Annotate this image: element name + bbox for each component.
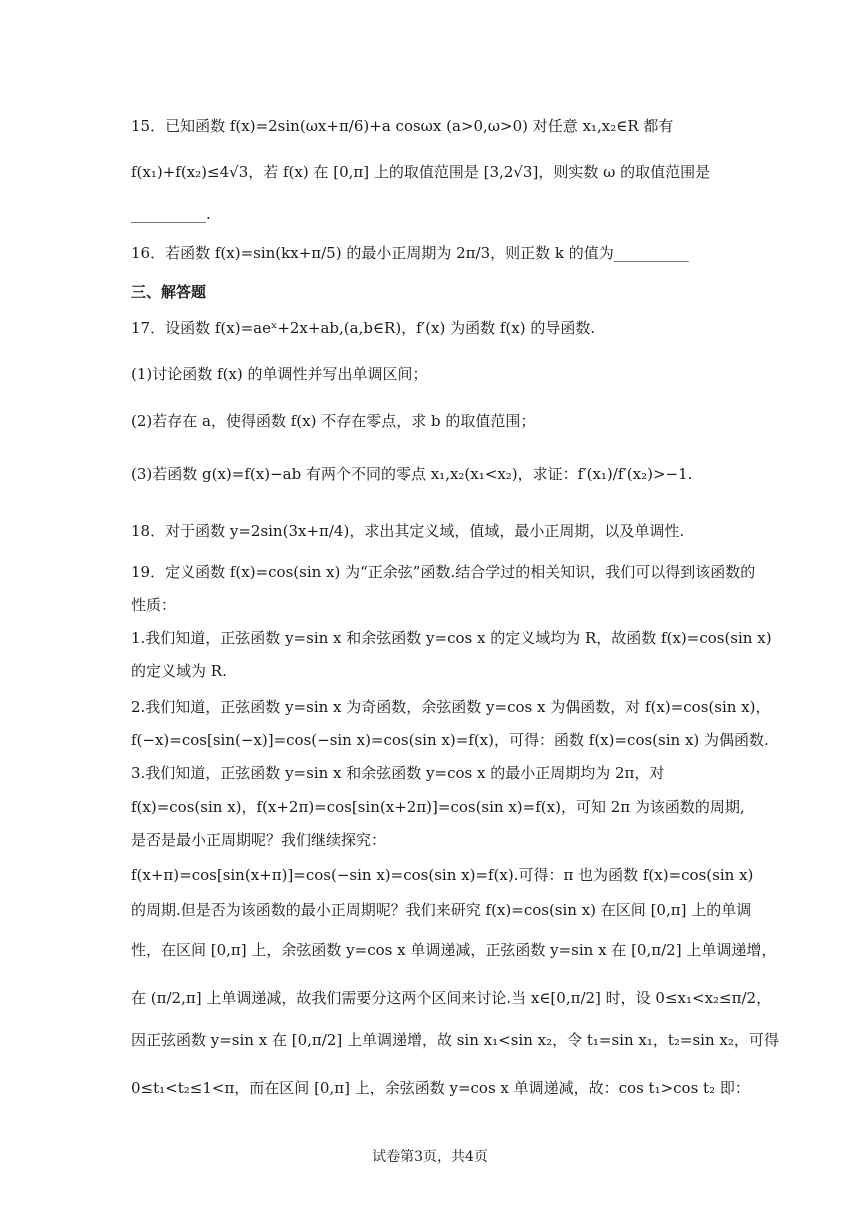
question-19-line-13: 在 (π/2,π] 上单调递减，故我们需要分这两个区间来讨论.当 x∈[0,π/2] 时，设 0≤x₁<x₂≤π/2， (131, 989, 772, 1007)
question-18: 18．对于函数 y=2sin(3x+π/4)，求出其定义域，值域，最小正周期，以及单调性. (131, 522, 685, 540)
question-19-line-3: 1.我们知道，正弦函数 y=sin x 和余弦函数 y=cos x 的定义域均为 R，故函数 f(x)=cos(sin x) (131, 629, 772, 647)
question-15-line-1: 15．已知函数 f(x)=2sin(ωx+π/6)+a cosωx (a>0,ω>0) 对任意 x₁,x₂∈R 都有 (131, 117, 674, 135)
question-19-line-9: 是否是最小正周期呢？我们继续探究： (131, 831, 387, 849)
question-19-line-14: 因正弦函数 y=sin x 在 [0,π/2] 上单调递增，故 sin x₁<sin x₂，令 t₁=sin x₁，t₂=sin x₂，可得 (131, 1031, 779, 1049)
question-17: 17．设函数 f(x)=aeˣ+2x+ab,(a,b∈R)，f′(x) 为函数 f(x) 的导函数. (131, 319, 596, 337)
question-17-part-2: (2)若存在 a，使得函数 f(x) 不存在零点，求 b 的取值范围； (131, 412, 536, 430)
question-19-line-8: f(x)=cos(sin x)，f(x+2π)=cos[sin(x+2π)]=cos(sin x)=f(x)，可知 2π 为该函数的周期, (131, 798, 745, 816)
question-19-line-6: f(−x)=cos[sin(−x)]=cos(−sin x)=cos(sin x)=f(x)，可得：函数 f(x)=cos(sin x) 为偶函数. (131, 731, 769, 749)
page-footer: 试卷第3页，共4页 (372, 1149, 488, 1165)
question-19-line-15: 0≤t₁<t₂≤1<π，而在区间 [0,π] 上，余弦函数 y=cos x 单调递减，故：cos t₁>cos t₂ 即： (131, 1079, 750, 1097)
question-19-line-5: 2.我们知道，正弦函数 y=sin x 为奇函数，余弦函数 y=cos x 为偶函数，对 f(x)=cos(sin x)， (131, 698, 771, 716)
question-15-line-2: f(x₁)+f(x₂)≤4√3，若 f(x) 在 [0,π] 上的取值范围是 [3,2√3]，则实数 ω 的取值范围是 (131, 163, 711, 181)
question-19-line-1: 19．定义函数 f(x)=cos(sin x) 为“正余弦”函数.结合学过的相关知识，我们可以得到该函数的 (131, 563, 756, 581)
question-17-part-3: (3)若函数 g(x)=f(x)−ab 有两个不同的零点 x₁,x₂(x₁<x₂)，求证：f′(x₁)/f′(x₂)>−1. (131, 465, 693, 483)
question-15-blank: __________. (131, 205, 211, 223)
question-19-line-7: 3.我们知道，正弦函数 y=sin x 和余弦函数 y=cos x 的最小正周期均为 2π，对 (131, 764, 665, 782)
question-19-line-10: f(x+π)=cos[sin(x+π)]=cos(−sin x)=cos(sin x)=f(x).可得：π 也为函数 f(x)=cos(sin x) (131, 866, 754, 884)
question-19-line-11: 的周期.但是否为该函数的最小正周期呢？我们来研究 f(x)=cos(sin x) 在区间 [0,π] 上的单调 (131, 901, 752, 919)
question-19-line-2: 性质： (131, 596, 177, 614)
question-19-line-12: 性，在区间 [0,π] 上，余弦函数 y=cos x 单调递减，正弦函数 y=sin x 在 [0,π/2] 上单调递增， (131, 941, 777, 959)
question-19-line-4: 的定义域为 R. (131, 662, 227, 680)
question-17-part-1: (1)讨论函数 f(x) 的单调性并写出单调区间； (131, 365, 428, 383)
question-16: 16．若函数 f(x)=sin(kx+π/5) 的最小正周期为 2π/3，则正数 k 的值为__________ (131, 244, 689, 262)
section-heading: 三、解答题 (131, 283, 207, 301)
